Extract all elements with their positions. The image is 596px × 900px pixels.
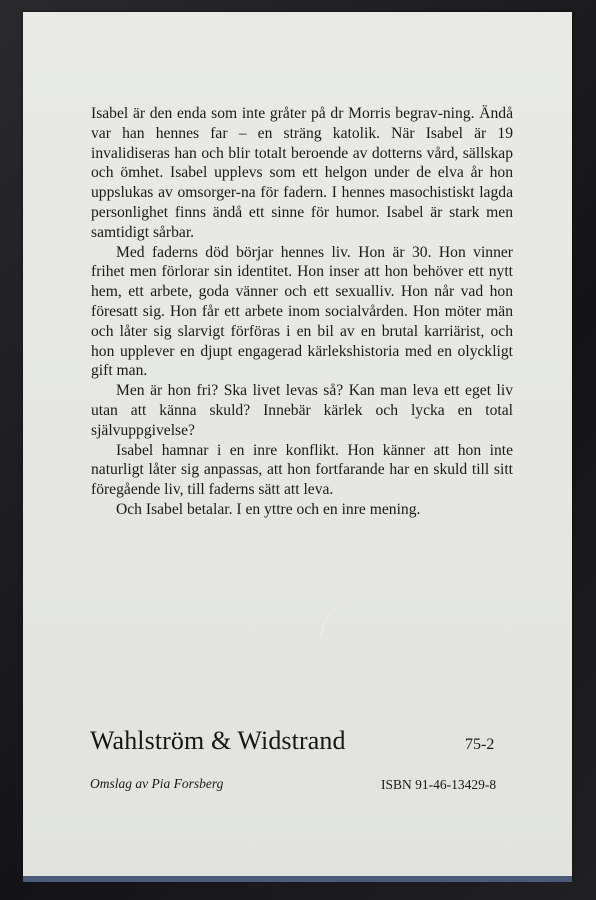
series-code: 75-2 xyxy=(465,736,495,753)
blurb-paragraph-3: Men är hon fri? Ska livet levas så? Kan man leva ett eget liv utan att känna skuld? Innebär kärlek och lycka en total självuppgivelse? xyxy=(91,382,513,439)
paper-crease xyxy=(319,590,478,684)
blurb-paragraph-2: Med faderns död börjar hennes liv. Hon är 30. Hon vinner frihet men förlorar sin identitet. Hon inser att hon behöver ett nytt hem, ett arbete, goda vänner och ett sexualliv. Hon når vad hon föresatt sig. Hon får ett arbete inom socialvården. Hon möter män och låter sig slarvigt förföras i en bil av en brutal karriärist, och hon upplever en djupt engagerad kärlekshistoria med en olyckligt gift man. xyxy=(91,243,513,380)
publisher-name: Wahlström & Widstrand xyxy=(90,726,346,755)
cover-bottom-edge xyxy=(23,876,572,882)
blurb-paragraph-4: Isabel hamnar i en inre konflikt. Hon känner att hon inte naturligt låter sig anpassas, att hon fortfarande har en skuld till sitt föregående liv, till faderns sätt att leva. xyxy=(91,441,513,499)
blurb-paragraph-1: Isabel är den enda som inte gråter på dr Morris begrav-ning. Ändå var han hennes far – en sträng katolik. När Isabel är 19 invalidiseras han och blir totalt beroende av dotterns vård, sällskap och ömhet. Isabel upplevs som ett helgon under de elva år hon uppslukas av omsorger-na för fadern. I hennes masochistiskt lagda personlighet finns ändå ett sinne för humor. Isabel är stark men samtidigt sårbar. xyxy=(91,105,513,241)
isbn-number: ISBN 91-46-13429-8 xyxy=(381,777,497,792)
blurb-paragraph-5: Och Isabel betalar. I en yttre och en inre mening. xyxy=(116,500,421,518)
cover-credit: Omslag av Pia Forsberg xyxy=(90,776,224,791)
blurb-text xyxy=(91,104,513,520)
